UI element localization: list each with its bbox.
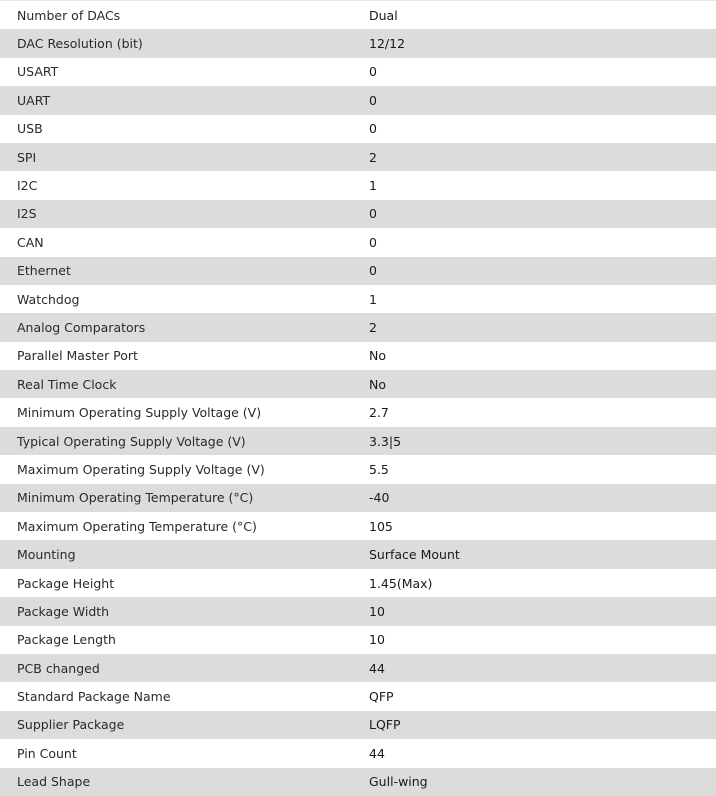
spec-value: 44: [369, 660, 385, 676]
spec-value: 5.5: [369, 461, 389, 477]
table-row: [0, 484, 716, 512]
table-row: [0, 512, 716, 540]
spec-value: 2: [369, 149, 377, 165]
spec-label: Ethernet: [17, 263, 71, 279]
table-row: [0, 200, 716, 228]
table-row: [0, 455, 716, 483]
spec-label: Maximum Operating Supply Voltage (V): [17, 461, 265, 477]
spec-value: 10: [369, 632, 385, 648]
spec-label: PCB changed: [17, 660, 100, 676]
spec-label: UART: [17, 92, 51, 108]
spec-label: Minimum Operating Supply Voltage (V): [17, 405, 262, 421]
spec-value: No: [369, 348, 386, 364]
table-row: [0, 86, 716, 114]
table-row: [0, 313, 716, 341]
table-row: [0, 257, 716, 285]
spec-table-body: [0, 1, 716, 796]
spec-value: -40: [369, 490, 390, 506]
spec-label: I2C: [17, 178, 38, 194]
spec-label: DAC Resolution (bit): [17, 36, 143, 52]
spec-value: 1.45(Max): [369, 575, 433, 591]
table-row: [0, 654, 716, 682]
spec-value: No: [369, 376, 386, 392]
spec-value: 0: [369, 92, 377, 108]
spec-label: Package Height: [17, 575, 115, 591]
spec-label: Parallel Master Port: [17, 348, 138, 364]
table-row: [0, 768, 716, 796]
table-row: [0, 711, 716, 739]
table-row: [0, 569, 716, 597]
table-row: [0, 398, 716, 426]
spec-label: Maximum Operating Temperature (°C): [17, 518, 257, 534]
spec-value: Gull-wing: [369, 774, 428, 790]
spec-label: Supplier Package: [17, 717, 125, 733]
table-row: [0, 540, 716, 568]
spec-label: USART: [17, 64, 59, 80]
spec-value: 105: [369, 518, 393, 534]
spec-label: I2S: [17, 206, 37, 222]
spec-value: 12/12: [369, 36, 406, 52]
spec-label: Typical Operating Supply Voltage (V): [17, 433, 246, 449]
table-row: [0, 370, 716, 398]
spec-value: 0: [369, 234, 377, 250]
spec-label: Pin Count: [17, 745, 77, 761]
spec-label: Package Width: [17, 603, 110, 619]
table-row: [0, 1, 716, 29]
table-row: [0, 143, 716, 171]
table-row: [0, 228, 716, 256]
spec-label: USB: [17, 121, 43, 137]
spec-value: 0: [369, 263, 377, 279]
table-row: [0, 427, 716, 455]
spec-value: LQFP: [369, 717, 401, 733]
spec-label: Watchdog: [17, 291, 80, 307]
spec-value: 2: [369, 319, 377, 335]
table-row: [0, 626, 716, 654]
spec-value: 0: [369, 64, 377, 80]
spec-label: Standard Package Name: [17, 689, 171, 705]
spec-label: Mounting: [17, 547, 76, 563]
spec-value: 0: [369, 206, 377, 222]
spec-value: Dual: [369, 7, 398, 23]
spec-label: Analog Comparators: [17, 319, 146, 335]
table-row: [0, 58, 716, 86]
spec-value: 3.3|5: [369, 433, 402, 449]
spec-label: Lead Shape: [17, 774, 91, 790]
spec-value: 2.7: [369, 405, 389, 421]
spec-label: Number of DACs: [17, 7, 121, 23]
spec-value: QFP: [369, 689, 394, 705]
spec-value: 44: [369, 745, 385, 761]
spec-table: [0, 1, 716, 796]
spec-label: Real Time Clock: [17, 376, 117, 392]
table-row: [0, 115, 716, 143]
table-row: [0, 29, 716, 57]
spec-label: Package Length: [17, 632, 116, 648]
spec-value: 1: [369, 291, 377, 307]
spec-label: Minimum Operating Temperature (°C): [17, 490, 254, 506]
spec-label: CAN: [17, 234, 44, 250]
table-row: [0, 171, 716, 199]
spec-label: SPI: [17, 149, 37, 165]
table-row: [0, 285, 716, 313]
table-row: [0, 597, 716, 625]
table-row: [0, 342, 716, 370]
spec-value: 10: [369, 603, 385, 619]
spec-value: 0: [369, 121, 377, 137]
spec-value: 1: [369, 178, 377, 194]
table-row: [0, 739, 716, 767]
spec-value: Surface Mount: [369, 547, 460, 563]
table-row: [0, 682, 716, 710]
